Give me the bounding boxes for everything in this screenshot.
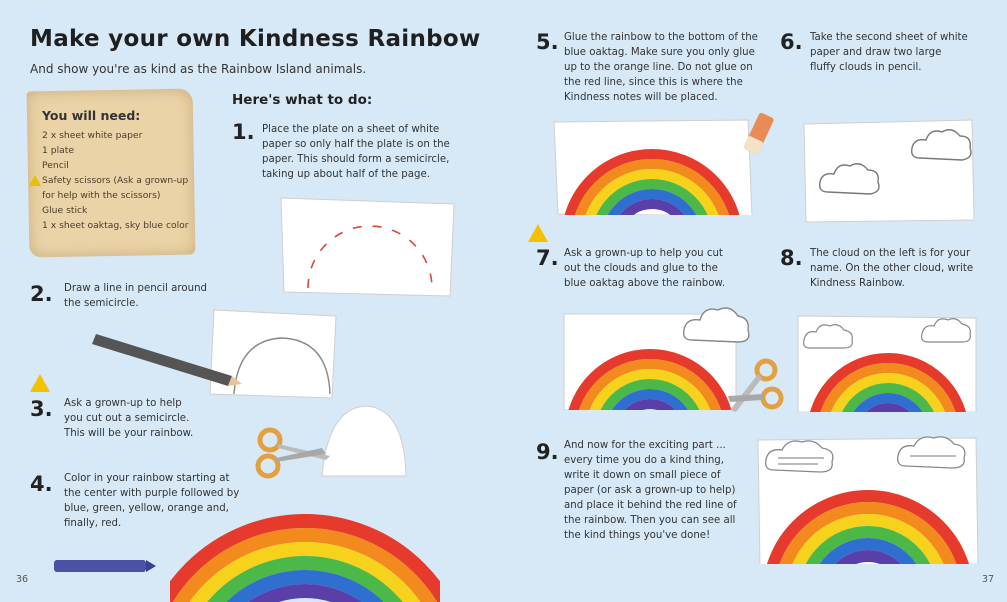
- step-7-text: Ask a grown-up to help you cut out the clouds and glue to the blue oaktag above the rainbow.: [564, 248, 726, 289]
- step-8-text: The cloud on the left is for your name. On the other cloud, write Kindness Rainbow.: [810, 248, 974, 289]
- step-3-text: Ask a grown-up to help you cut out a semicircle. This will be your rainbow.: [64, 398, 194, 439]
- page-number-left: 36: [16, 574, 29, 585]
- page-subtitle: And show you're as kind as the Rainbow Island animals.: [30, 62, 367, 76]
- step-1-number: 1.: [232, 120, 255, 144]
- step-2-text: Draw a line in pencil around the semicircle.: [64, 283, 207, 309]
- you-will-need-title: You will need:: [42, 108, 141, 123]
- supply-item: Safety scissors (Ask a grown-up: [42, 173, 192, 188]
- step-9-number: 9.: [536, 440, 559, 464]
- page-number-right: 37: [982, 574, 995, 585]
- warning-icon: [528, 224, 548, 242]
- step-7-number: 7.: [536, 246, 559, 270]
- step-7-illustration: [560, 300, 792, 426]
- step-6-text: Take the second sheet of white paper and draw two large fluffy clouds in pencil.: [810, 32, 968, 73]
- step-2-number: 2.: [30, 282, 53, 306]
- step-9-text: And now for the exciting part ... every time you do a kind thing, write it down on small piece of paper (or ask a grown-up to help) and place it behind the red line of the rainbow. Then you can see all the kind things you've done!: [564, 440, 737, 541]
- step-5-number: 5.: [536, 30, 559, 54]
- warning-icon: [30, 374, 50, 392]
- cloud-icon: [684, 308, 749, 342]
- step-6-illustration: [802, 118, 978, 226]
- supply-item: 2 x sheet white paper: [42, 130, 143, 141]
- rainbow-illustration: [170, 508, 440, 602]
- scissors-icon: [258, 430, 330, 476]
- supply-item: 1 x sheet oaktag, sky blue color: [42, 220, 189, 231]
- step-5-illustration: [552, 110, 792, 220]
- step-9-illustration: [756, 436, 980, 570]
- supplies-list: [42, 128, 192, 233]
- step-6-number: 6.: [780, 30, 803, 54]
- warning-icon: [29, 175, 41, 186]
- step-3-illustration: [250, 388, 410, 483]
- supply-item: Pencil: [42, 160, 69, 171]
- step-3-number: 3.: [30, 397, 53, 421]
- crayon-icon: [52, 556, 160, 576]
- step-8-number: 8.: [780, 246, 803, 270]
- step-1-text: Place the plate on a sheet of white paper so only half the plate is on the paper. This should form a semicircle, taking up about half of the page.: [262, 124, 450, 180]
- step-4-text: Color in your rainbow starting at the center with purple followed by blue, green, yellow, orange and, finally, red.: [64, 473, 240, 529]
- step-8-illustration: [796, 312, 980, 416]
- step-5-text: Glue the rainbow to the bottom of the blue oaktag. Make sure you only glue up to the orange line. Do not glue on the red line, since this is where the Kindness notes will be placed.: [564, 32, 758, 103]
- step-1-illustration: [278, 196, 458, 300]
- supply-item: for help with the scissors): [42, 190, 161, 201]
- supply-item: 1 plate: [42, 145, 75, 156]
- step-4-number: 4.: [30, 472, 53, 496]
- instructions-heading: Here's what to do:: [232, 92, 373, 108]
- page-title: Make your own Kindness Rainbow: [30, 26, 481, 52]
- supply-item: Glue stick: [42, 205, 88, 216]
